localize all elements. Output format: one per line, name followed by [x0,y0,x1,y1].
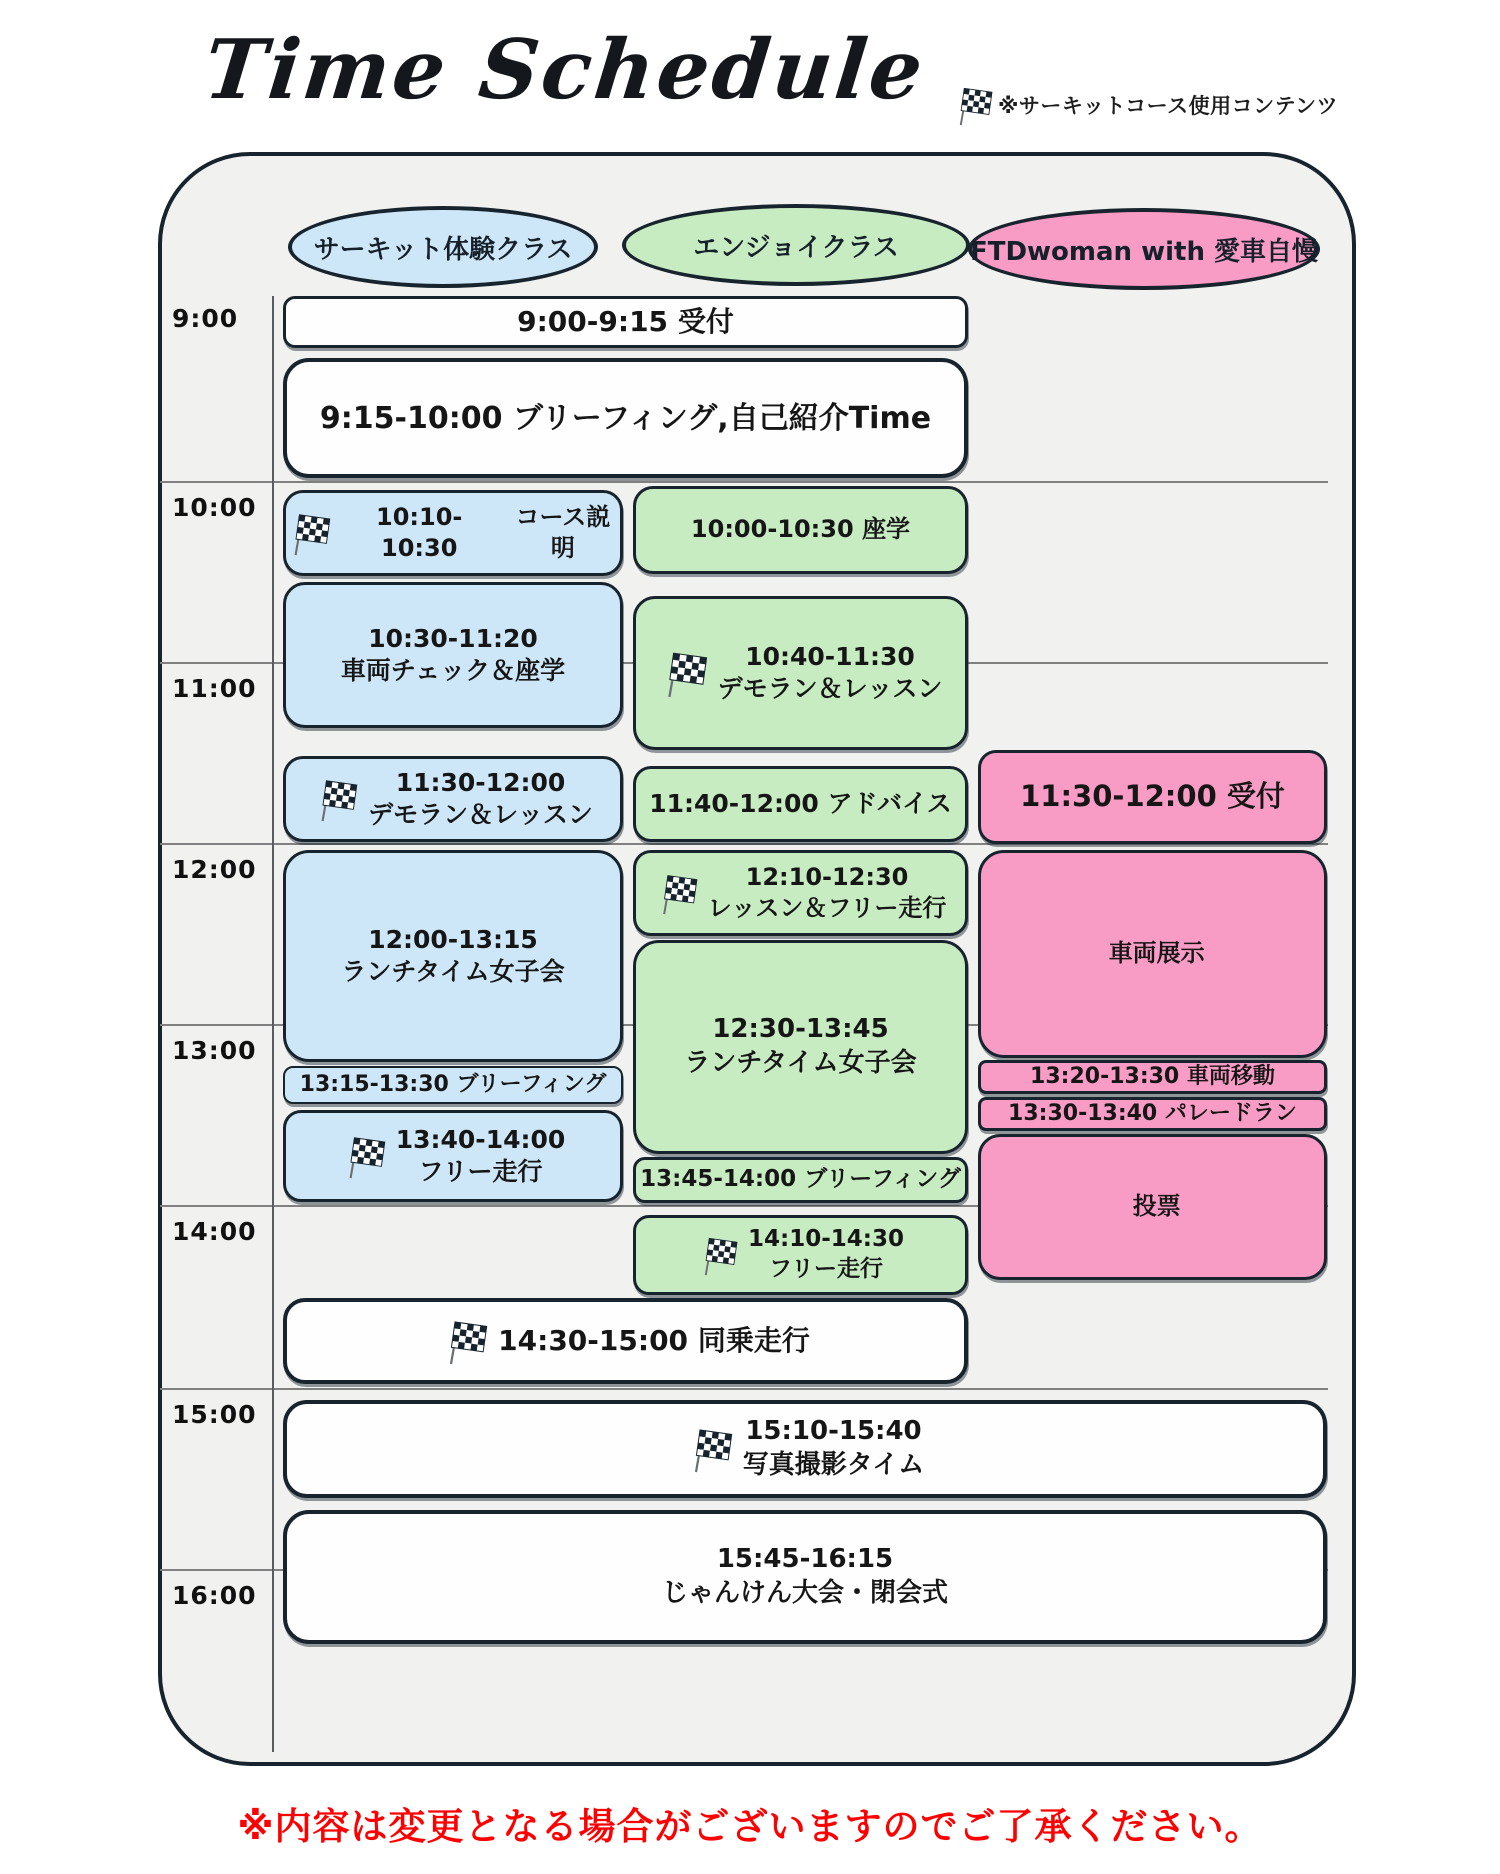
block-title: 同乗走行 [697,1323,810,1357]
block-title: 車両チェック＆座学 [340,656,566,685]
block-title: フリー走行 [768,1256,884,1282]
time-label: 14:00 [172,1217,257,1246]
schedule-block-6 [283,756,623,842]
class-header-ftd: FTDwoman with 愛車自慢 [968,208,1320,290]
block-title: ランチタイム女子会 [341,957,565,986]
page-title: Time Schedule [199,22,930,118]
block-time: 11:30-12:00 [1020,779,1217,814]
block-time: 12:10-12:30 [745,862,909,891]
schedule-block-1 [283,358,968,478]
block-time: 13:20-13:30 [1030,1063,1180,1089]
schedule-block-22 [283,1510,1327,1644]
block-title: コース説明 [515,502,611,562]
block-title: レッスン＆フリー走行 [707,894,947,922]
checkered-flag-icon [697,1234,739,1276]
block-title: デモラン＆レッスン [368,800,593,829]
checkered-flag-icon [286,510,332,556]
checkered-flag-icon [313,776,359,822]
block-time: 10:30-11:20 [368,623,538,653]
block-title: ブリーフィング [456,1071,607,1097]
schedule-block-19 [633,1215,968,1295]
block-time: 12:30-13:45 [712,1014,889,1045]
block-title: デモラン＆レッスン [717,674,943,703]
time-label: 12:00 [172,855,257,884]
block-time: 9:15-10:00 [319,400,503,436]
checkered-flag-icon [441,1317,489,1365]
block-title: フリー走行 [418,1157,543,1186]
block-time: 12:00-13:15 [368,924,538,954]
schedule-block-7 [633,766,968,842]
block-time: 11:40-12:00 [649,788,819,818]
schedule-block-2 [283,490,623,576]
class-header-circuit: サーキット体験クラス [288,206,598,288]
schedule-block-15 [978,1097,1327,1131]
block-time: 15:10-15:40 [745,1416,922,1447]
block-time: 13:45-14:00 [640,1166,797,1193]
hour-grid-line [160,481,1328,483]
block-time: 11:30-12:00 [395,767,566,797]
block-time: 9:00-9:15 [517,304,669,338]
block-time: 13:40-14:00 [395,1124,566,1154]
checkered-flag-icon [655,871,699,915]
checkered-flag-icon [686,1425,734,1473]
schedule-block-12 [978,850,1327,1058]
block-time: 13:30-13:40 [1008,1100,1158,1126]
schedule-block-16 [283,1110,623,1202]
schedule-block-9 [283,850,623,1062]
block-title: 座学 [862,515,911,544]
block-title: じゃんけん大会・閉会式 [661,1578,948,1608]
schedule-block-5 [633,596,968,750]
schedule-block-8 [978,750,1327,844]
checkered-flag-icon [659,648,709,698]
time-label: 10:00 [172,493,257,522]
time-label: 9:00 [172,304,239,333]
header-note [952,84,1338,126]
schedule-block-20 [283,1298,968,1384]
block-title: 受付 [1226,779,1285,814]
schedule-block-10 [633,850,968,936]
block-time: 14:30-15:00 [498,1323,689,1357]
checkered-flag-icon [952,84,994,126]
block-time: 10:10-10:30 [376,502,463,562]
time-label: 16:00 [172,1581,257,1610]
block-title: 写真撮影タイム [742,1450,925,1480]
block-time: 10:40-11:30 [745,641,915,671]
schedule-block-21 [283,1400,1327,1498]
block-title: 車両展示 [1108,939,1205,968]
schedule-block-4 [283,582,623,728]
block-time: 15:45-16:15 [716,1544,894,1575]
class-header-enjoy: エンジョイクラス [622,204,970,286]
block-title: ブリーフィング,自己紹介Time [513,400,932,436]
schedule-block-0 [283,296,968,348]
checkered-flag-icon [341,1133,387,1179]
hour-grid-line [160,1388,1328,1390]
time-label: 13:00 [172,1036,257,1065]
time-label: 15:00 [172,1400,257,1429]
block-time: 14:10-14:30 [748,1226,904,1253]
header-note-text: ※サーキットコース使用コンテンツ [998,94,1339,118]
schedule-block-17 [633,1157,968,1203]
block-time: 10:00-10:30 [690,515,854,544]
schedule-block-18 [978,1134,1327,1280]
schedule-block-3 [633,486,968,574]
block-title: パレードラン [1164,1100,1297,1126]
block-title: 投票 [1132,1192,1181,1221]
schedule-block-11 [633,940,968,1154]
time-label: 11:00 [172,674,257,703]
block-title: 車両移動 [1186,1063,1275,1089]
block-title: ランチタイム女子会 [684,1048,917,1078]
time-axis-line [272,296,274,1752]
schedule-block-13 [283,1066,623,1104]
block-title: アドバイス [827,788,952,818]
schedule-block-14 [978,1060,1327,1094]
block-title: 受付 [677,304,734,338]
block-time: 13:15-13:30 [299,1071,449,1097]
block-title: ブリーフィング [804,1166,961,1193]
footer-note: ※内容は変更となる場合がございますのでご了承ください。 [237,1805,1263,1848]
